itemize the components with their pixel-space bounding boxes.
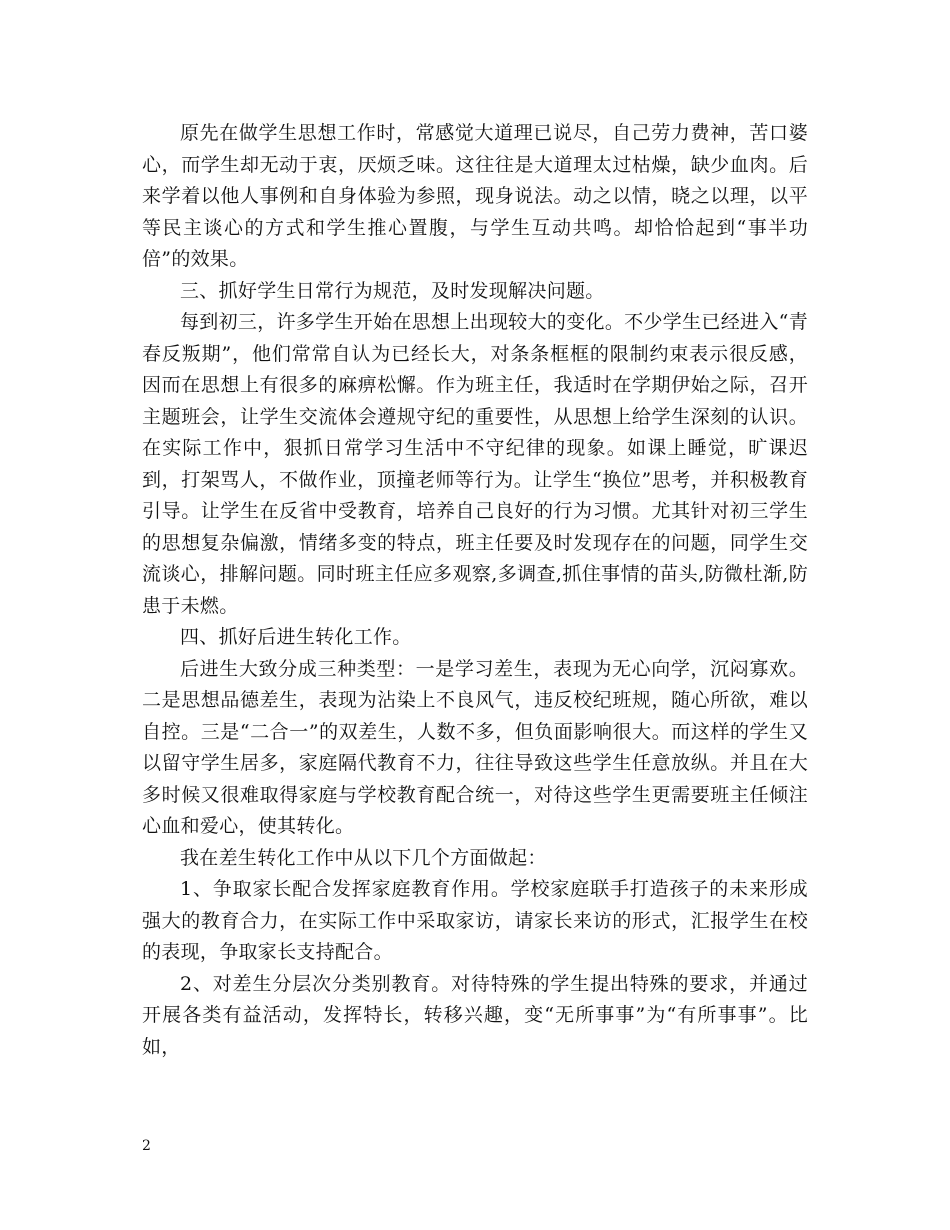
paragraph-item-one: 1、争取家长配合发挥家庭教育作用。学校家庭联手打造孩子的未来形成强大的教育合力，在实际工作中采取家访，请家长来访的形式，汇报学生在校的表现，争取家长支持配合。 <box>142 878 808 963</box>
page-number: 2 <box>142 1138 151 1154</box>
document-body <box>142 118 808 1063</box>
paragraph-item-two: 2、对差生分层次分类别教育。对待特殊的学生提出特殊的要求，并通过开展各类有益活动，发挥特长，转移兴趣，变“无所事事”为“有所事事”。比如， <box>142 972 808 1058</box>
paragraph-student-types: 后进生大致分成三种类型：一是学习差生，表现为无心向学，沉闷寡欢。二是思想品德差生，表现为沾染上不良风气，违反校纪班规，随心所欲，难以自控。三是“二合一”的双差生，人数不多，但负面影响很大。而这样的学生又以留守学生居多，家庭隔代教育不力，往往导致这些学生任意放纵。并且在大多时候又很难取得家庭与学校教育配合统一，对待这些学生更需要班主任倾注心血和爱心，使其转化。 <box>142 657 808 837</box>
paragraph-ideological-work: 原先在做学生思想工作时，常感觉大道理已说尽，自己劳力费神，苦口婆心，而学生却无动于衷，厌烦乏味。这往往是大道理太过枯燥，缺少血肉。后来学着以他人事例和自身体验为参照，现身说法。动之以情，晓之以理，以平等民主谈心的方式和学生推心置腹，与学生互动共鸣。却恰恰起到“事半功倍”的效果。 <box>142 122 808 270</box>
paragraph-approach-intro: 我在差生转化工作中从以下几个方面做起： <box>180 846 547 869</box>
paragraph-behavior-norms: 每到初三，许多学生开始在思想上出现较大的变化。不少学生已经进入“青春反叛期”，他们常常自认为已经长大，对条条框框的限制约束表示很反感，因而在思想上有很多的麻痹松懈。作为班主任，我适时在学期伊始之际，召开主题班会，让学生交流体会遵规守纪的重要性，从思想上给学生深刻的认识。在实际工作中，狠抓日常学习生活中不守纪律的现象。如课上睡觉，旷课迟到，打架骂人，不做作业，顶撞老师等行为。让学生“换位”思考，并积极教育引导。让学生在反省中受教育，培养自己良好的行为习惯。尤其针对初三学生的思想复杂偏激，情绪多变的特点，班主任要及时发现存在的问题，同学生交流谈心，排解问题。同时班主任应多观察,多调查,抓住事情的苗头,防微杜渐,防患于未燃。 <box>142 311 808 617</box>
heading-section-three: 三、抓好学生日常行为规范，及时发现解决问题。 <box>180 279 605 302</box>
heading-section-four: 四、抓好后进生转化工作。 <box>180 626 412 648</box>
